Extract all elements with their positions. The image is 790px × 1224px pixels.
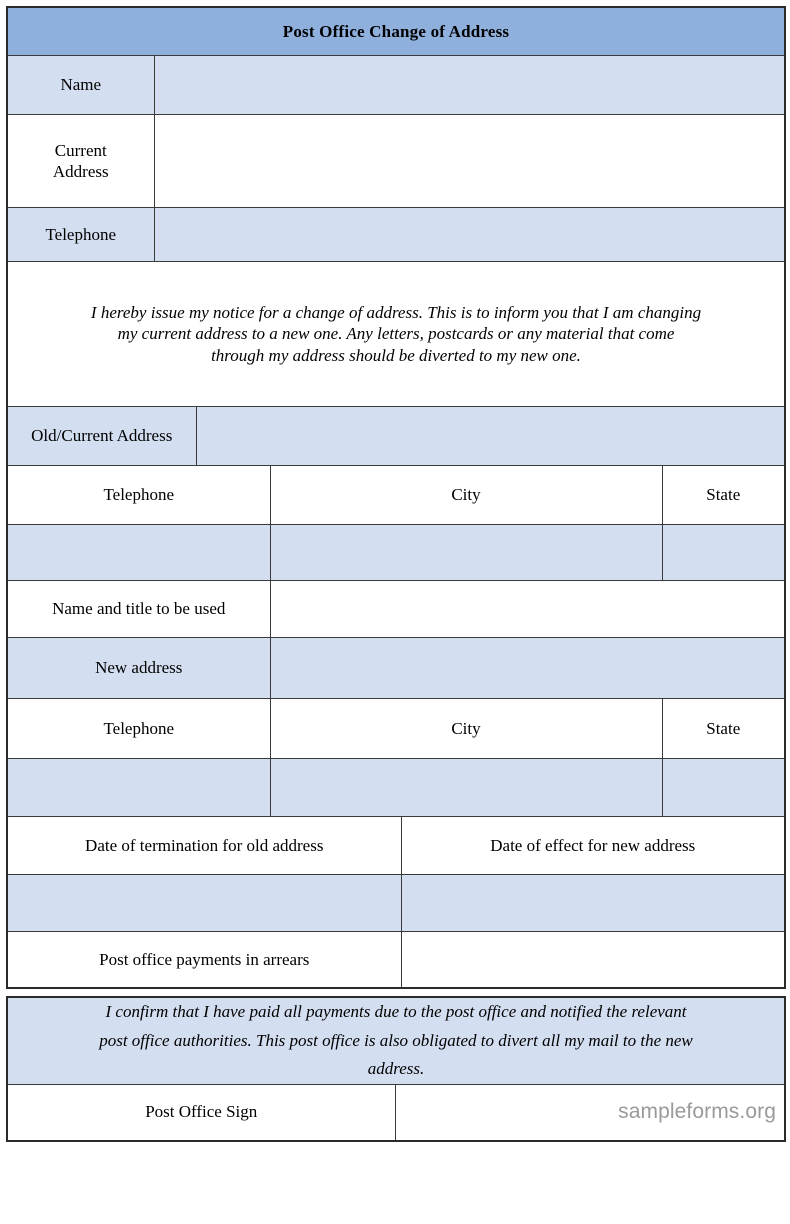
notice-line-1: I hereby issue my notice for a change of address. This is to inform you that I am changing bbox=[90, 303, 702, 323]
name-input[interactable] bbox=[154, 56, 785, 115]
effect-date-label: Date of effect for new address bbox=[401, 817, 785, 875]
old-current-address-row bbox=[7, 407, 785, 466]
post-office-sign-label: Post Office Sign bbox=[7, 1084, 395, 1141]
current-address-label bbox=[7, 115, 154, 208]
arrears-input[interactable] bbox=[401, 932, 785, 989]
confirmation-paragraph bbox=[7, 997, 785, 1084]
confirmation-table bbox=[6, 996, 786, 1142]
current-address-label-line1: Current bbox=[54, 140, 107, 160]
old-state-header: State bbox=[662, 466, 785, 525]
telephone-label: Telephone bbox=[7, 208, 154, 262]
new-address-values-row bbox=[7, 759, 785, 817]
dates-values-row bbox=[7, 875, 785, 932]
old-state-input[interactable] bbox=[662, 525, 785, 581]
notice-line-3: through my address should be diverted to my new one. bbox=[211, 345, 581, 365]
old-current-address-input[interactable] bbox=[196, 407, 785, 466]
notice-paragraph-row bbox=[7, 262, 785, 407]
old-telephone-input[interactable] bbox=[7, 525, 270, 581]
new-city-header: City bbox=[270, 699, 662, 759]
signature-row bbox=[7, 1084, 785, 1141]
confirmation-row bbox=[7, 997, 785, 1084]
change-of-address-main-table bbox=[6, 6, 786, 989]
effect-date-input[interactable] bbox=[401, 875, 785, 932]
new-address-input[interactable] bbox=[270, 638, 785, 699]
name-and-title-label: Name and title to be used bbox=[7, 581, 270, 638]
current-address-input[interactable] bbox=[154, 115, 785, 208]
telephone-row bbox=[7, 208, 785, 262]
page-title: Post Office Change of Address bbox=[7, 7, 785, 56]
title-row bbox=[7, 7, 785, 56]
new-address-column-headers-row bbox=[7, 699, 785, 759]
notice-paragraph bbox=[7, 262, 785, 407]
current-address-label-line2: Address bbox=[52, 162, 109, 181]
name-and-title-input[interactable] bbox=[270, 581, 785, 638]
old-current-address-label: Old/Current Address bbox=[7, 407, 196, 466]
arrears-label: Post office payments in arrears bbox=[7, 932, 401, 989]
confirmation-line-3: address. bbox=[367, 1059, 425, 1079]
name-label: Name bbox=[7, 56, 154, 115]
dates-header-row bbox=[7, 817, 785, 875]
new-state-header: State bbox=[662, 699, 785, 759]
telephone-input[interactable] bbox=[154, 208, 785, 262]
old-city-header: City bbox=[270, 466, 662, 525]
confirmation-line-1: I confirm that I have paid all payments due to the post office and notified the relevant bbox=[105, 1002, 687, 1021]
old-telephone-header: Telephone bbox=[7, 466, 270, 525]
notice-line-2: my current address to a new one. Any letters, postcards or any material that come bbox=[117, 324, 675, 344]
termination-date-label: Date of termination for old address bbox=[7, 817, 401, 875]
termination-date-input[interactable] bbox=[7, 875, 401, 932]
new-address-row bbox=[7, 638, 785, 699]
new-telephone-header: Telephone bbox=[7, 699, 270, 759]
old-address-values-row bbox=[7, 525, 785, 581]
name-and-title-row bbox=[7, 581, 785, 638]
post-office-sign-input[interactable] bbox=[395, 1084, 785, 1141]
new-address-label: New address bbox=[7, 638, 270, 699]
new-state-input[interactable] bbox=[662, 759, 785, 817]
new-telephone-input[interactable] bbox=[7, 759, 270, 817]
name-row bbox=[7, 56, 785, 115]
new-city-input[interactable] bbox=[270, 759, 662, 817]
section-gap bbox=[6, 989, 784, 996]
confirmation-line-2: post office authorities. This post office is also obligated to divert all my mail to the new bbox=[99, 1030, 693, 1050]
old-address-column-headers-row bbox=[7, 466, 785, 525]
arrears-row bbox=[7, 932, 785, 989]
watermark: sampleforms.org bbox=[618, 1100, 776, 1124]
old-city-input[interactable] bbox=[270, 525, 662, 581]
current-address-row bbox=[7, 115, 785, 208]
